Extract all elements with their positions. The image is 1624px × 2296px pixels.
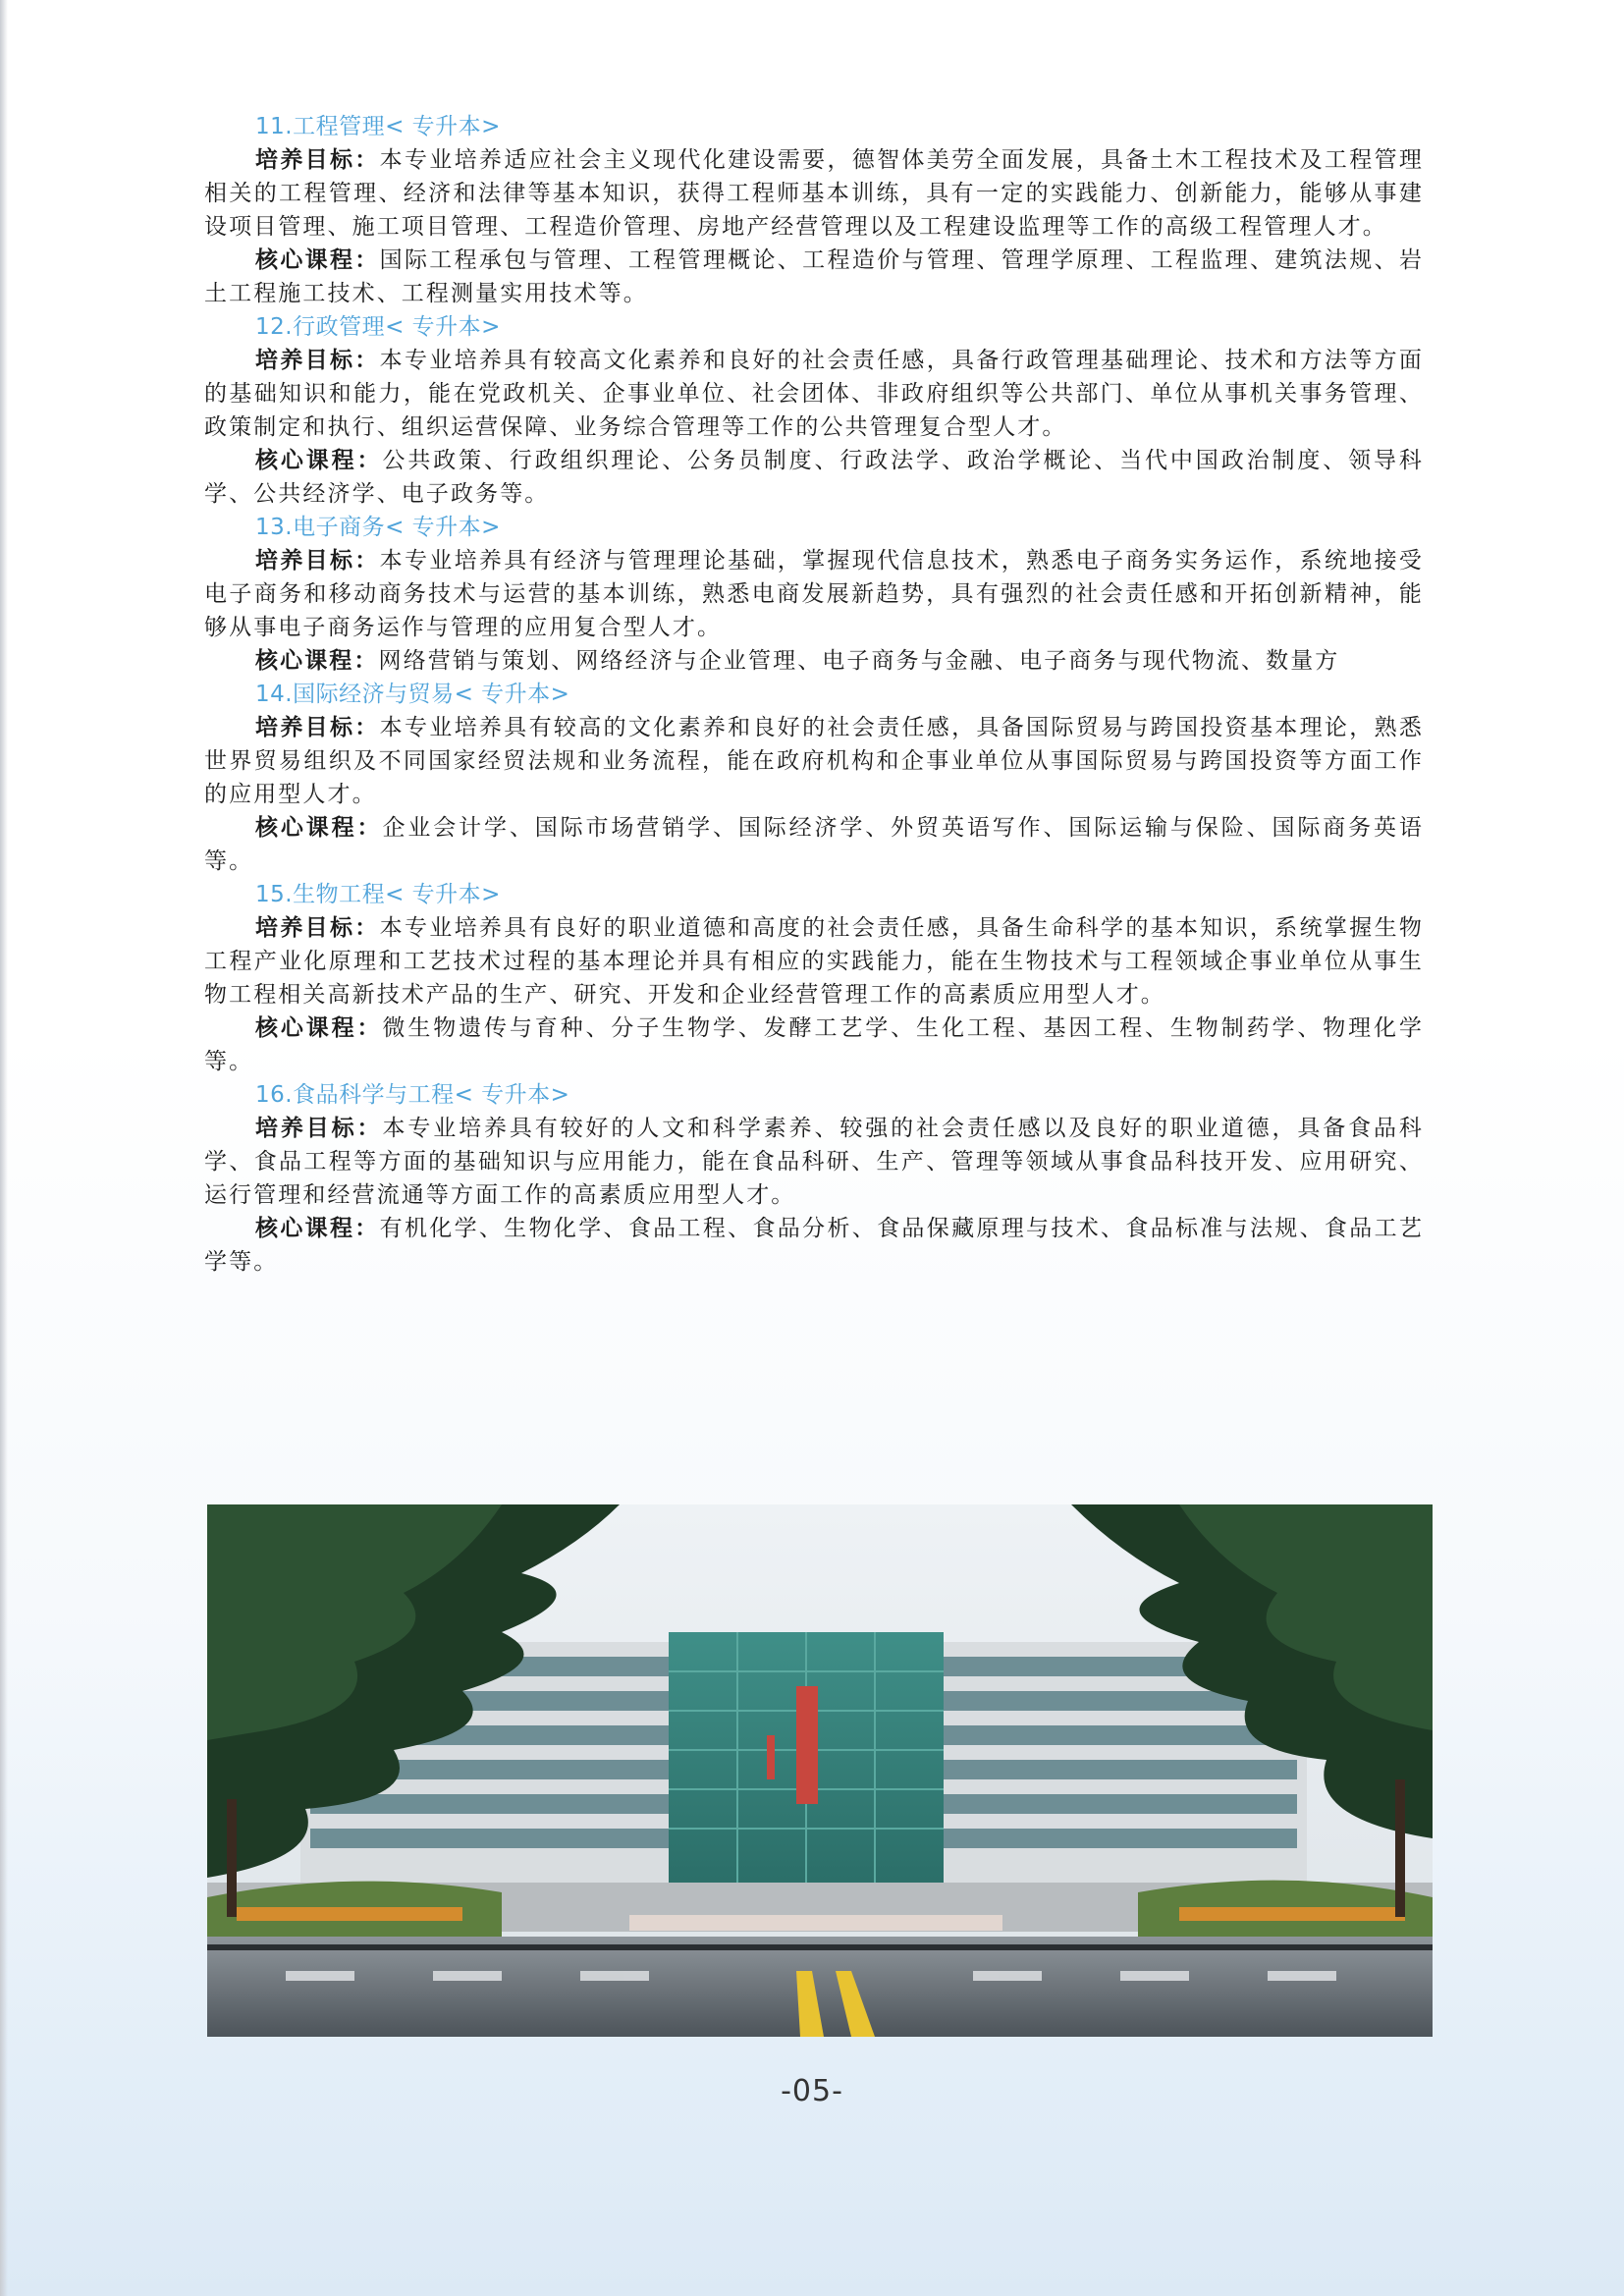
training-goal: 培养目标：本专业培养具有经济与管理理论基础，掌握现代信息技术，熟悉电子商务实务运作，系统地接受电子商务和移动商务技术与运营的基本训练，熟悉电商发展新趋势，具有强烈的社会责任感和开拓创新精神，能够从事电子商务运作与管理的应用复合型人才。 [204, 548, 1425, 640]
major-descriptions [204, 110, 1424, 1279]
major-section-engineering-management [204, 110, 1424, 310]
section-title: 15.生物工程< 专升本> [255, 882, 501, 907]
major-section-e-commerce [204, 511, 1424, 678]
section-title: 11.工程管理< 专升本> [255, 114, 501, 139]
section-title: 16.食品科学与工程< 专升本> [255, 1082, 570, 1108]
campus-building-photo [207, 1504, 1433, 2037]
training-goal: 培养目标：本专业培养适应社会主义现代化建设需要，德智体美劳全面发展，具备土木工程技术及工程管理相关的工程管理、经济和法律等基本知识，获得工程师基本训练，具有一定的实践能力、创新能力，能够从事建设项目管理、施工项目管理、工程造价管理、房地产经营管理以及工程建设监理等工作的高级工程管理人才。 [204, 147, 1425, 240]
major-section-international-trade [204, 678, 1424, 878]
scan-edge [0, 0, 8, 2296]
major-section-public-administration [204, 310, 1424, 511]
core-courses: 核心课程：有机化学、生物化学、食品工程、食品分析、食品保藏原理与技术、食品标准与法规、食品工艺学等。 [204, 1216, 1425, 1275]
major-section-food-science [204, 1078, 1424, 1279]
campus-building-illustration [207, 1504, 1433, 2037]
core-courses: 核心课程：微生物遗传与育种、分子生物学、发酵工艺学、生化工程、基因工程、生物制药学、物理化学等。 [204, 1015, 1424, 1074]
core-courses: 核心课程：网络营销与策划、网络经济与企业管理、电子商务与金融、电子商务与现代物流、数量方 [255, 648, 1340, 674]
training-goal: 培养目标：本专业培养具有较好的人文和科学素养、较强的社会责任感以及良好的职业道德，具备食品科学、食品工程等方面的基础知识与应用能力，能在食品科研、生产、管理等领域从事食品科技开发、应用研究、运行管理和经营流通等方面工作的高素质应用型人才。 [204, 1116, 1424, 1208]
section-title: 14.国际经济与贸易< 专升本> [255, 682, 570, 707]
training-goal: 培养目标：本专业培养具有较高文化素养和良好的社会责任感，具备行政管理基础理论、技术和方法等方面的基础知识和能力，能在党政机关、企事业单位、社会团体、非政府组织等公共部门、单位从事机关事务管理、政策制定和执行、组织运营保障、业务综合管理等工作的公共管理复合型人才。 [204, 348, 1425, 440]
major-section-bioengineering [204, 878, 1424, 1078]
training-goal: 培养目标：本专业培养具有较高的文化素养和良好的社会责任感，具备国际贸易与跨国投资基本理论，熟悉世界贸易组织及不同国家经贸法规和业务流程，能在政府机构和企事业单位从事国际贸易与跨国投资等方面工作的应用型人才。 [204, 715, 1425, 807]
core-courses: 核心课程：企业会计学、国际市场营销学、国际经济学、外贸英语写作、国际运输与保险、国际商务英语等。 [204, 815, 1424, 874]
training-goal: 培养目标：本专业培养具有良好的职业道德和高度的社会责任感，具备生命科学的基本知识，系统掌握生物工程产业化原理和工艺技术过程的基本理论并具有相应的实践能力，能在生物技术与工程领域企事业单位从事生物工程相关高新技术产品的生产、研究、开发和企业经营管理工作的高素质应用型人才。 [204, 915, 1425, 1008]
core-courses: 核心课程：公共政策、行政组织理论、公务员制度、行政法学、政治学概论、当代中国政治制度、领导科学、公共经济学、电子政务等。 [204, 448, 1424, 507]
section-title: 12.行政管理< 专升本> [255, 314, 501, 340]
section-title: 13.电子商务< 专升本> [255, 515, 501, 540]
core-courses: 核心课程：国际工程承包与管理、工程管理概论、工程造价与管理、管理学原理、工程监理、建筑法规、岩土工程施工技术、工程测量实用技术等。 [204, 247, 1425, 306]
page-number: -05- [781, 2074, 843, 2108]
